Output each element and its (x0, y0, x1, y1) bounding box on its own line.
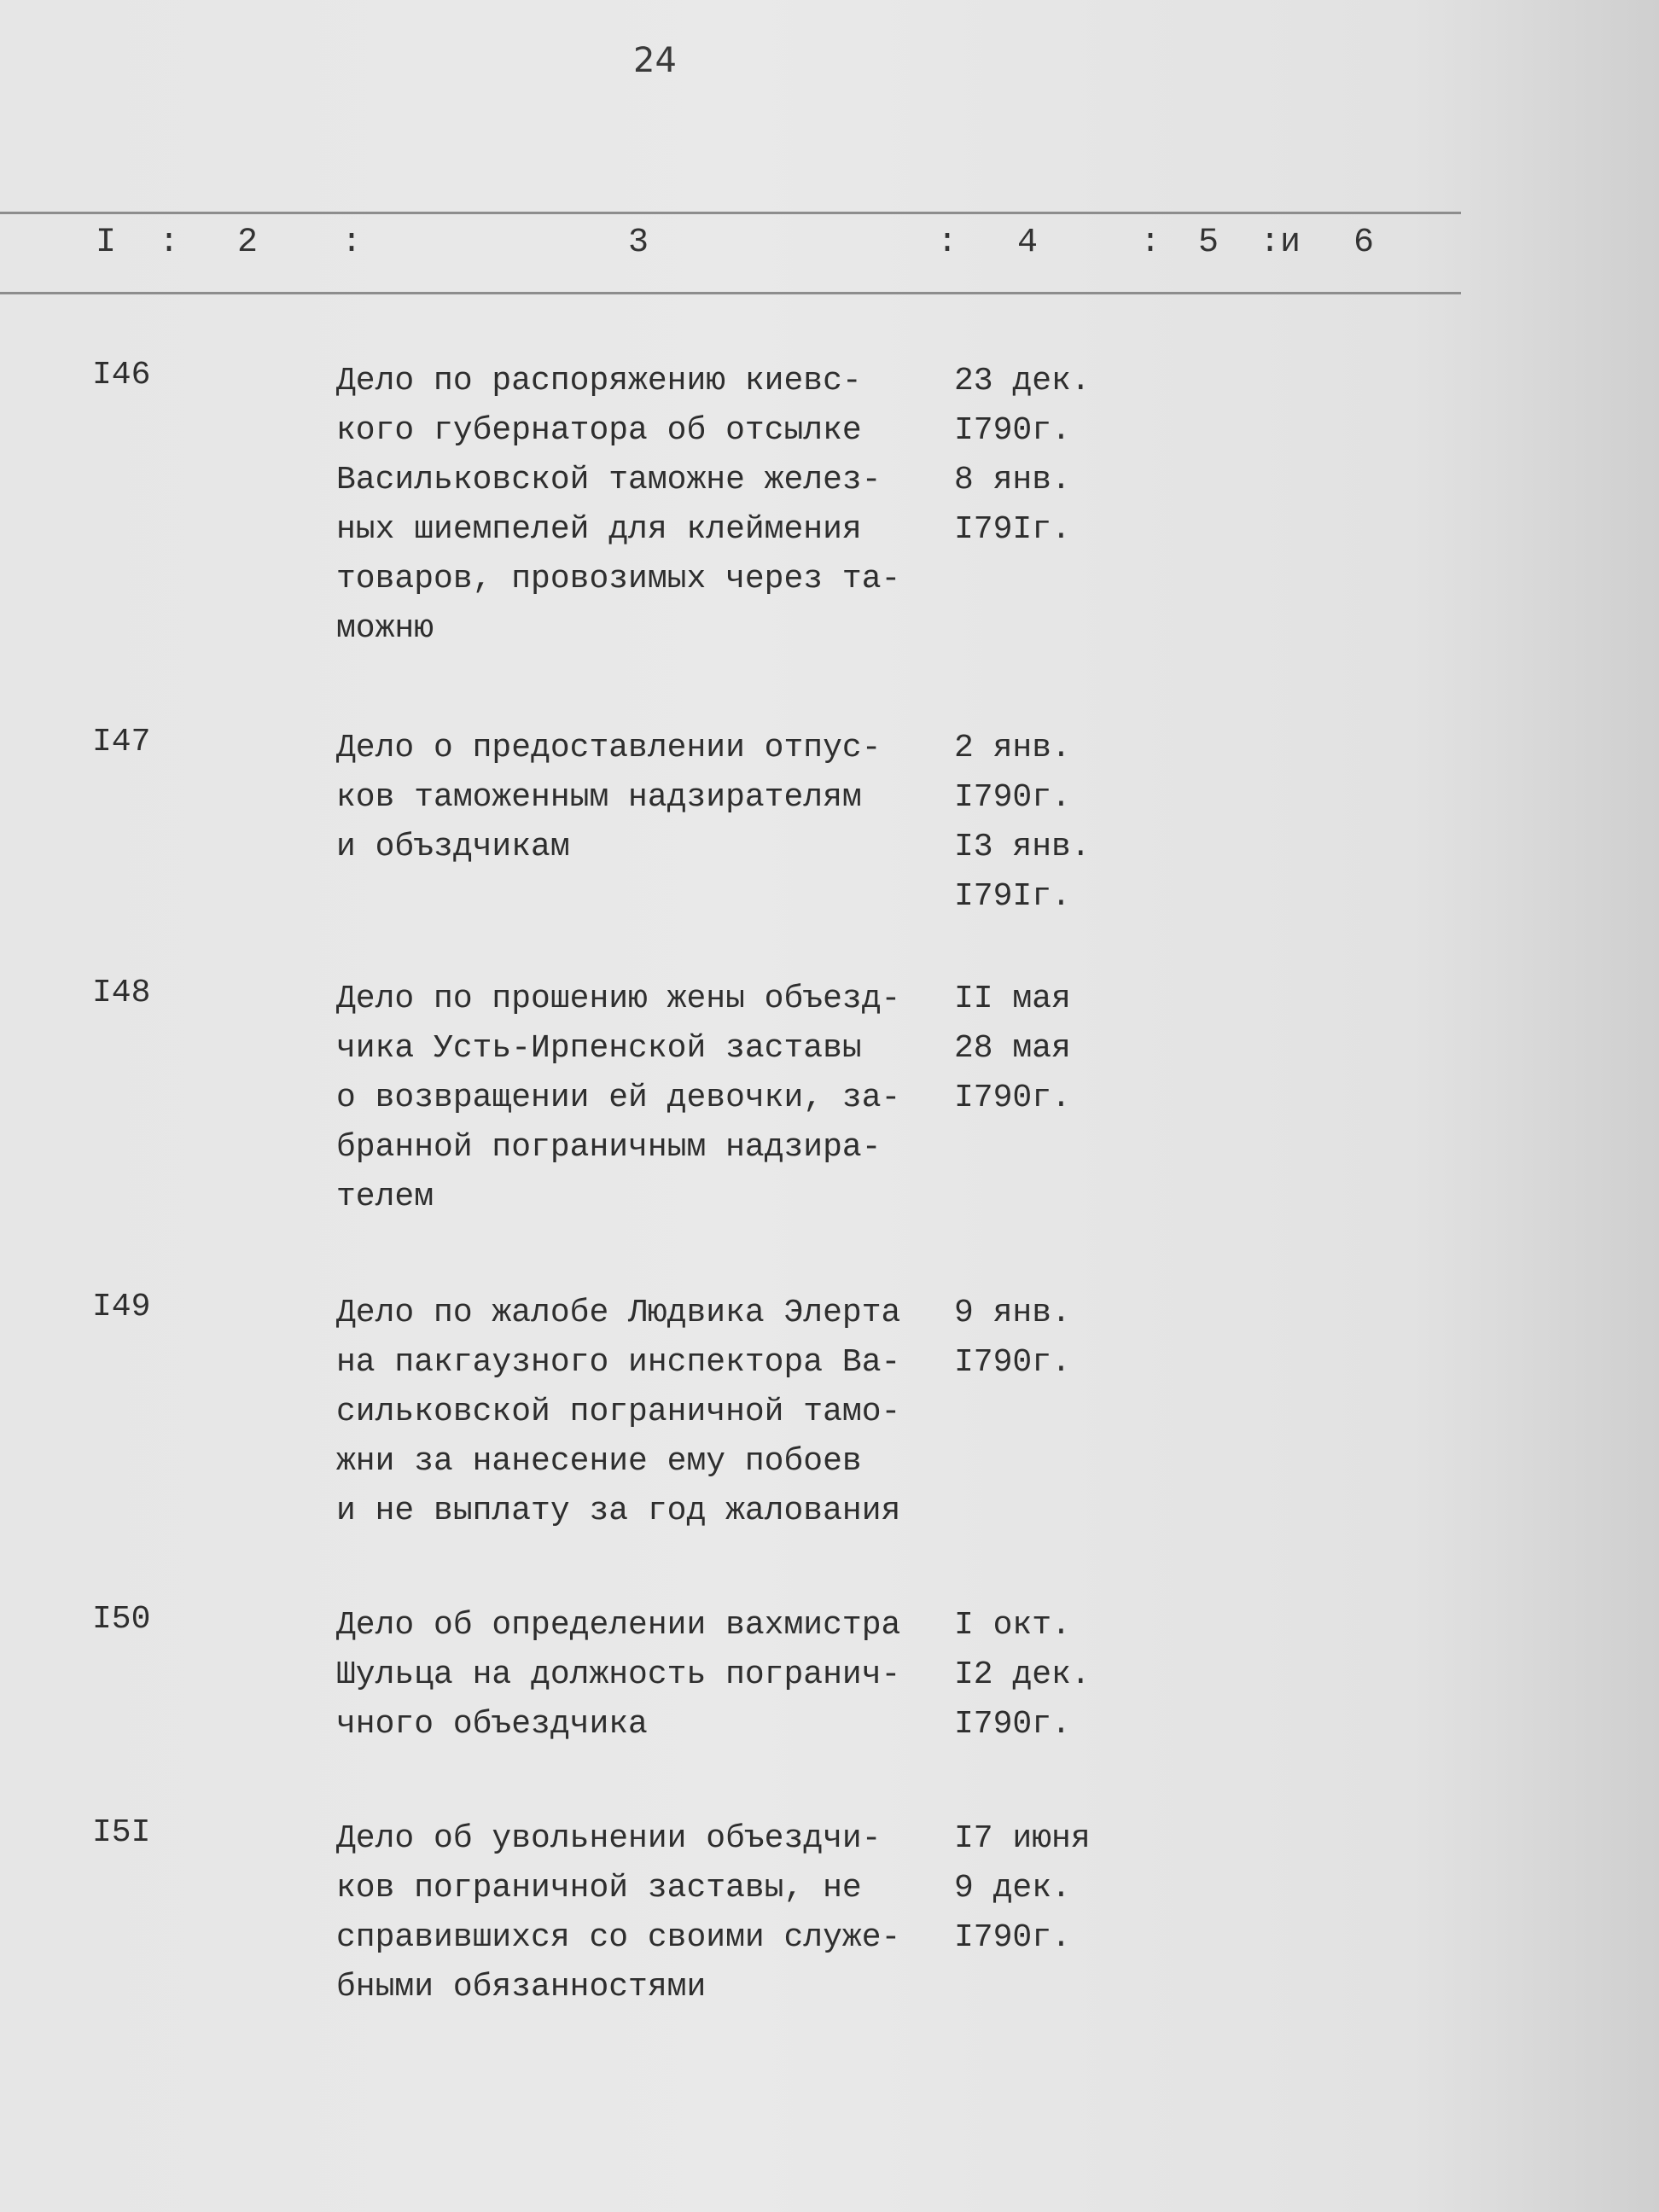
entry-title (336, 357, 951, 654)
entry-title-line: чика Усть-Ирпенской заставы (336, 1030, 862, 1067)
entry-title-line: Дело о предоставлении отпус- (336, 730, 882, 766)
entry-date-line: I7 июня (954, 1820, 1091, 1857)
entry-title-line: Дело об определении вахмистра (336, 1607, 901, 1644)
header-rule-bottom (0, 292, 1461, 294)
entry-date-line: I790г. (954, 1919, 1071, 1956)
entry-title-line: телем (336, 1179, 434, 1215)
entry-date-line: 9 янв. (954, 1295, 1071, 1331)
entry-title-line: ков пограничной заставы, не (336, 1870, 862, 1906)
entry-number: I47 (92, 724, 151, 760)
entry-number: I5I (92, 1814, 151, 1851)
column-header-cell: I (96, 224, 117, 262)
entry-title (336, 975, 951, 1222)
column-header-cell: 5 (1198, 224, 1220, 262)
entry-date-line: I790г. (954, 1344, 1071, 1381)
entry-dates (954, 1601, 1142, 1749)
entry-title-line: Дело по жалобе Людвика Элерта (336, 1295, 901, 1331)
column-header-cell: : (341, 224, 363, 262)
column-header-cell: : (1140, 224, 1161, 262)
entry-date-line: I окт. (954, 1607, 1071, 1644)
entry-title-line: и не выплату за год жалования (336, 1493, 901, 1529)
entry-date-line: I2 дек. (954, 1656, 1091, 1693)
entry-date-line: I3 янв. (954, 829, 1091, 865)
entry-title-line: на пакгаузного инспектора Ва- (336, 1344, 901, 1381)
entry-date-line: 28 мая (954, 1030, 1071, 1067)
entry-title-line: чного объездчика (336, 1706, 648, 1743)
entry-title (336, 1601, 951, 1749)
entry-date-line: 23 дек. (954, 363, 1091, 399)
entry-title-line: Дело об увольнении объездчи- (336, 1820, 882, 1857)
entry-number: I48 (92, 975, 151, 1011)
entry-title-line: кого губернатора об отсылке (336, 412, 862, 449)
column-header-cell: 3 (628, 224, 649, 262)
entry-date-line: 9 дек. (954, 1870, 1071, 1906)
entry-title (336, 1814, 951, 2012)
entry-date-line: I790г. (954, 1080, 1071, 1116)
column-header-cell: :и (1260, 224, 1301, 262)
entry-number: I46 (92, 357, 151, 393)
entry-title-line: бными обязанностями (336, 1969, 707, 2005)
column-header-cell: 6 (1353, 224, 1375, 262)
entry-title-line: жни за нанесение ему побоев (336, 1443, 862, 1480)
entry-date-line: I79Iг. (954, 878, 1071, 915)
entry-date-line: 2 янв. (954, 730, 1071, 766)
entry-date-line: I790г. (954, 1706, 1071, 1743)
header-rule-top (0, 212, 1461, 214)
column-header-cell: : (159, 224, 180, 262)
entry-title-line: ных шиемпелей для клеймения (336, 511, 862, 548)
entry-title (336, 1289, 951, 1536)
column-header-cell: : (937, 224, 958, 262)
column-header-cell: 2 (237, 224, 259, 262)
entry-number: I49 (92, 1289, 151, 1325)
entry-date-line: I790г. (954, 779, 1071, 816)
page-number: 24 (633, 41, 677, 80)
entry-title-line: и объздчикам (336, 829, 570, 865)
entry-dates (954, 724, 1142, 922)
entry-date-line: 8 янв. (954, 462, 1071, 498)
entry-title-line: Дело по распоряжению киевс- (336, 363, 862, 399)
entry-title-line: справившихся со своими служе- (336, 1919, 901, 1956)
entry-title-line: товаров, провозимых через та- (336, 561, 901, 597)
entry-dates (954, 975, 1142, 1123)
entry-title-line: сильковской пограничной тамо- (336, 1394, 901, 1430)
entry-title-line: Дело по прошению жены объезд- (336, 981, 901, 1017)
entry-dates (954, 357, 1142, 555)
entry-number: I50 (92, 1601, 151, 1638)
entry-title-line: о возвращении ей девочки, за- (336, 1080, 901, 1116)
entry-title (336, 724, 951, 872)
entry-title-line: можню (336, 610, 434, 647)
column-header-cell: 4 (1017, 224, 1039, 262)
entry-title-line: Шульца на должность погранич- (336, 1656, 901, 1693)
entry-dates (954, 1289, 1142, 1388)
entry-title-line: бранной пограничным надзира- (336, 1129, 882, 1166)
entry-date-line: I790г. (954, 412, 1071, 449)
entry-date-line: II мая (954, 981, 1071, 1017)
entry-date-line: I79Iг. (954, 511, 1071, 548)
entry-title-line: Васильковской таможне желез- (336, 462, 882, 498)
entry-title-line: ков таможенным надзирателям (336, 779, 862, 816)
entry-dates (954, 1814, 1142, 1963)
